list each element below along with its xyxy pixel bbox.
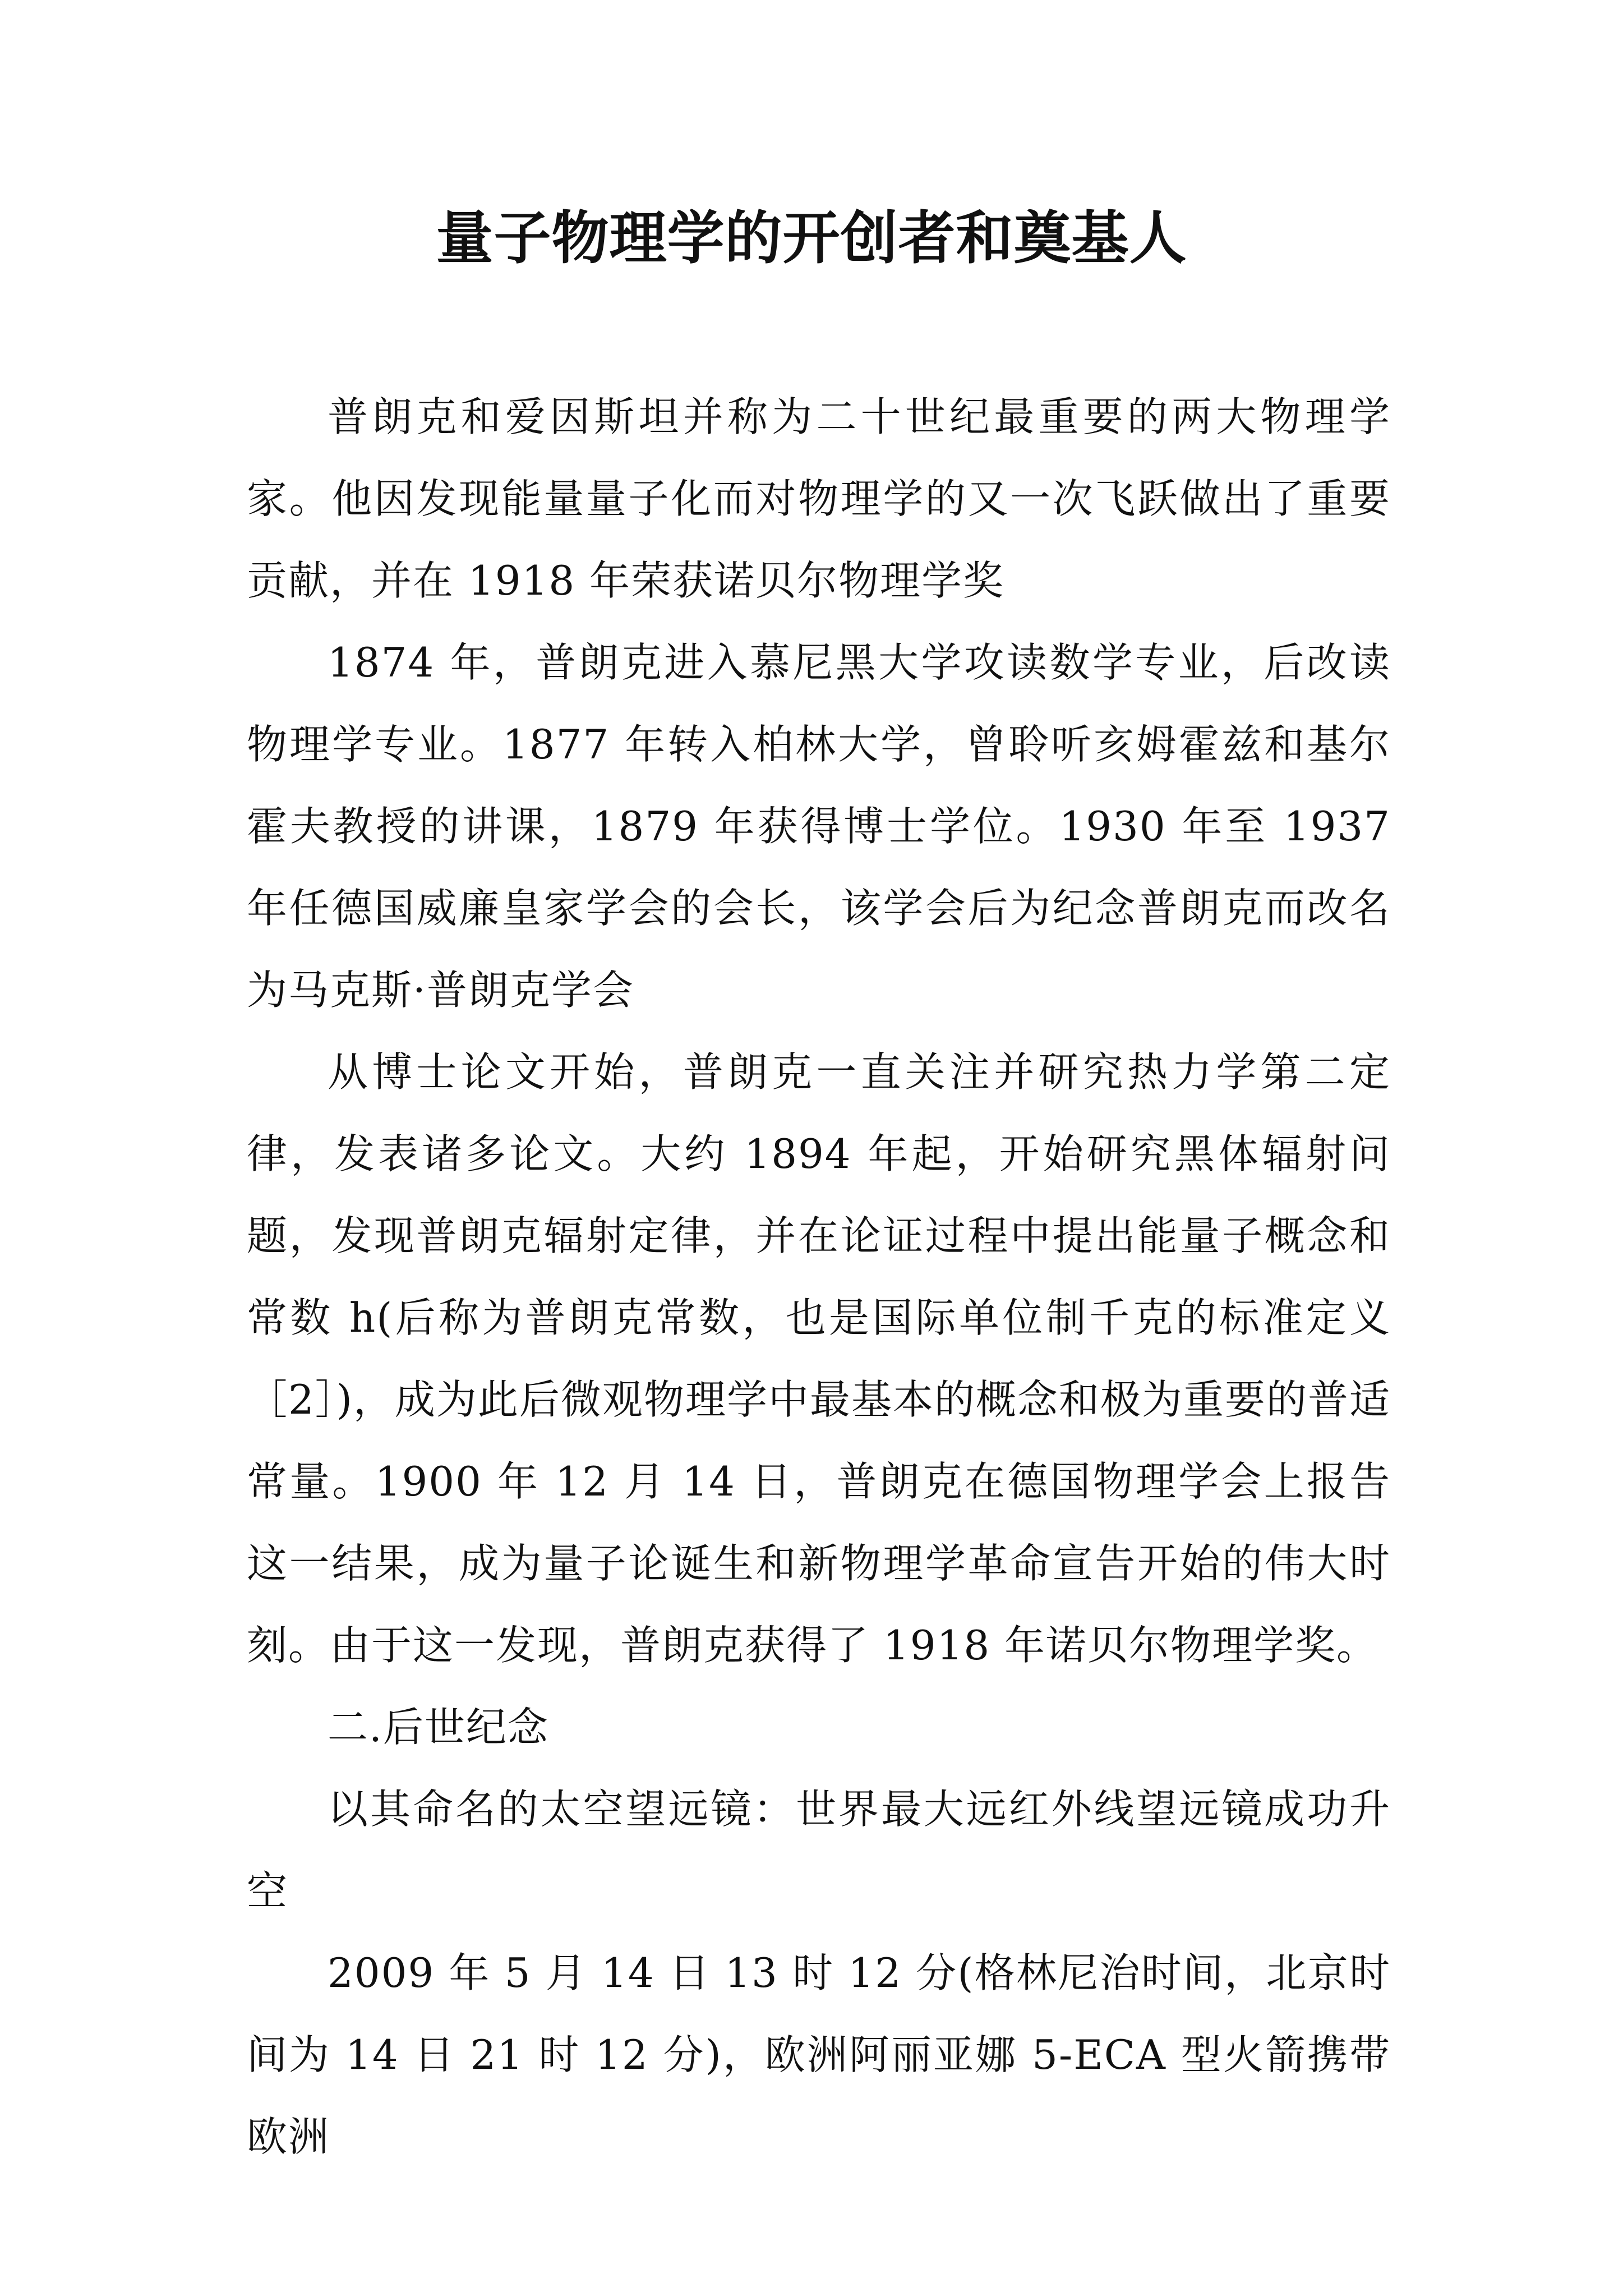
paragraph-research: 从博士论文开始，普朗克一直关注并研究热力学第二定律，发表诸多论文。大约 1894 年起，开始研究黑体辐射问题，发现普朗克辐射定律，并在论证过程中提出能量子概念和常数 h(后称为普朗克常数，也是国际单位制千克的标准定义［2］)，成为此后微观物理学中最基本的概念和极为重要的普适常量。1900 年 12 月 14 日，普朗克在德国物理学会上报告这一结果，成为量子论诞生和新物理学革命宣告开始的伟大时刻。由于这一发现，普朗克获得了 1918 年诺贝尔物理学奖。 (247, 1048, 1391, 1669)
paragraph-intro: 普朗克和爱因斯坦并称为二十世纪最重要的两大物理学家。他因发现能量量子化而对物理学的又一次飞跃做出了重要贡献，并在 1918 年荣获诺贝尔物理学奖 (247, 393, 1391, 604)
document-title: 量子物理学的开创者和奠基人 (436, 205, 1187, 272)
document-body (247, 376, 1391, 2178)
section-heading-legacy: 二.后世纪念 (328, 1704, 549, 1751)
paragraph-launch: 2009 年 5 月 14 日 13 时 12 分(格林尼治时间，北京时间为 14 日 21 时 12 分)，欧洲阿丽亚娜 5-ECA 型火箭携带欧洲 (247, 1949, 1391, 2160)
paragraph-telescope: 以其命名的太空望远镜：世界最大远红外线望远镜成功升空 (247, 1786, 1391, 1915)
paragraph-education: 1874 年，普朗克进入慕尼黑大学攻读数学专业，后改读物理学专业。1877 年转入柏林大学，曾聆听亥姆霍兹和基尔霍夫教授的讲课，1879 年获得博士学位。1930 年至 1937 年任德国威廉皇家学会的会长，该学会后为纪念普朗克而改名为马克斯·普朗克学会 (247, 639, 1391, 1014)
